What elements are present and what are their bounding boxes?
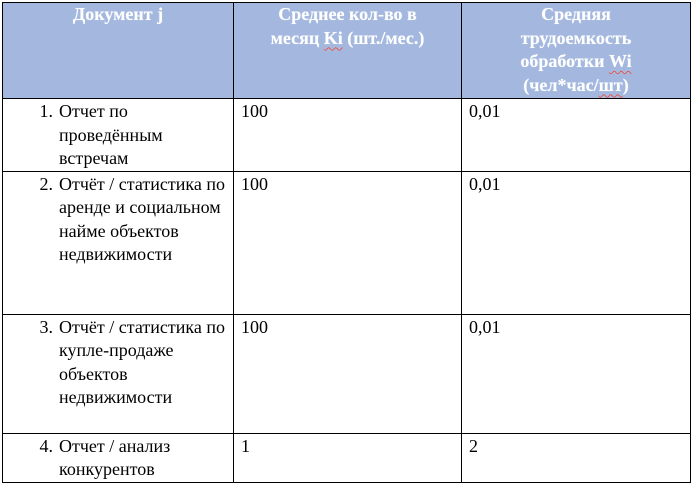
count-cell	[234, 171, 462, 314]
header-avg-labor-line1: Средняя	[541, 4, 611, 24]
header-avg-labor-line4-pre: (чел*час/	[523, 74, 599, 95]
table-row	[3, 99, 691, 172]
count-cell	[234, 99, 462, 172]
header-document	[3, 3, 234, 99]
table-row	[3, 314, 691, 433]
document-number: 3.	[39, 316, 53, 337]
documents-table	[2, 2, 691, 483]
labor-cell	[462, 314, 691, 433]
document-number: 1.	[39, 101, 53, 121]
table-row	[3, 171, 691, 314]
document-cell	[3, 433, 234, 482]
header-row	[3, 3, 691, 99]
header-avg-labor-var: Wi	[608, 51, 632, 71]
header-avg-labor-line2: трудоемкость	[520, 27, 632, 48]
count-value: 100	[241, 101, 268, 121]
count-cell	[234, 433, 462, 482]
document-cell	[3, 314, 234, 433]
count-value: 1	[241, 435, 250, 456]
header-avg-count	[234, 3, 462, 99]
table-row	[3, 433, 691, 482]
labor-value: 0,01	[469, 316, 501, 337]
labor-value: 2	[469, 435, 478, 456]
document-number: 4.	[39, 435, 53, 456]
document-name: Отчёт / статистика по купле-продаже объектов недвижимости	[59, 316, 225, 407]
header-avg-labor-line4-post: )	[622, 74, 629, 95]
header-avg-count-line1: Среднее кол-во в	[278, 4, 417, 24]
header-document-label: Документ j	[72, 4, 164, 24]
count-value: 100	[241, 316, 268, 337]
table-body	[3, 99, 691, 483]
count-value: 100	[241, 173, 268, 194]
document-cell	[3, 171, 234, 314]
labor-value: 0,01	[469, 173, 501, 194]
document-number: 2.	[39, 173, 53, 194]
labor-cell	[462, 99, 691, 172]
header-avg-labor	[462, 3, 691, 99]
labor-cell	[462, 171, 691, 314]
header-avg-count-line2-pre: месяц	[270, 27, 324, 48]
header-avg-labor-unit: шт	[598, 74, 623, 95]
table-header	[3, 3, 691, 99]
document-cell	[3, 99, 234, 172]
document-name: Отчет по проведённым встречам	[59, 101, 163, 168]
labor-cell	[462, 433, 691, 482]
count-cell	[234, 314, 462, 433]
header-avg-count-var: Ki	[323, 27, 343, 48]
header-avg-count-line2-post: (шт./мес.)	[342, 27, 425, 48]
labor-value: 0,01	[469, 101, 501, 121]
document-name: Отчет / анализ конкурентов	[59, 435, 171, 479]
header-avg-labor-line3-pre: обработки	[520, 51, 609, 71]
document-name: Отчёт / статистика по аренде и социальном найме объектов недвижимости	[59, 173, 225, 264]
